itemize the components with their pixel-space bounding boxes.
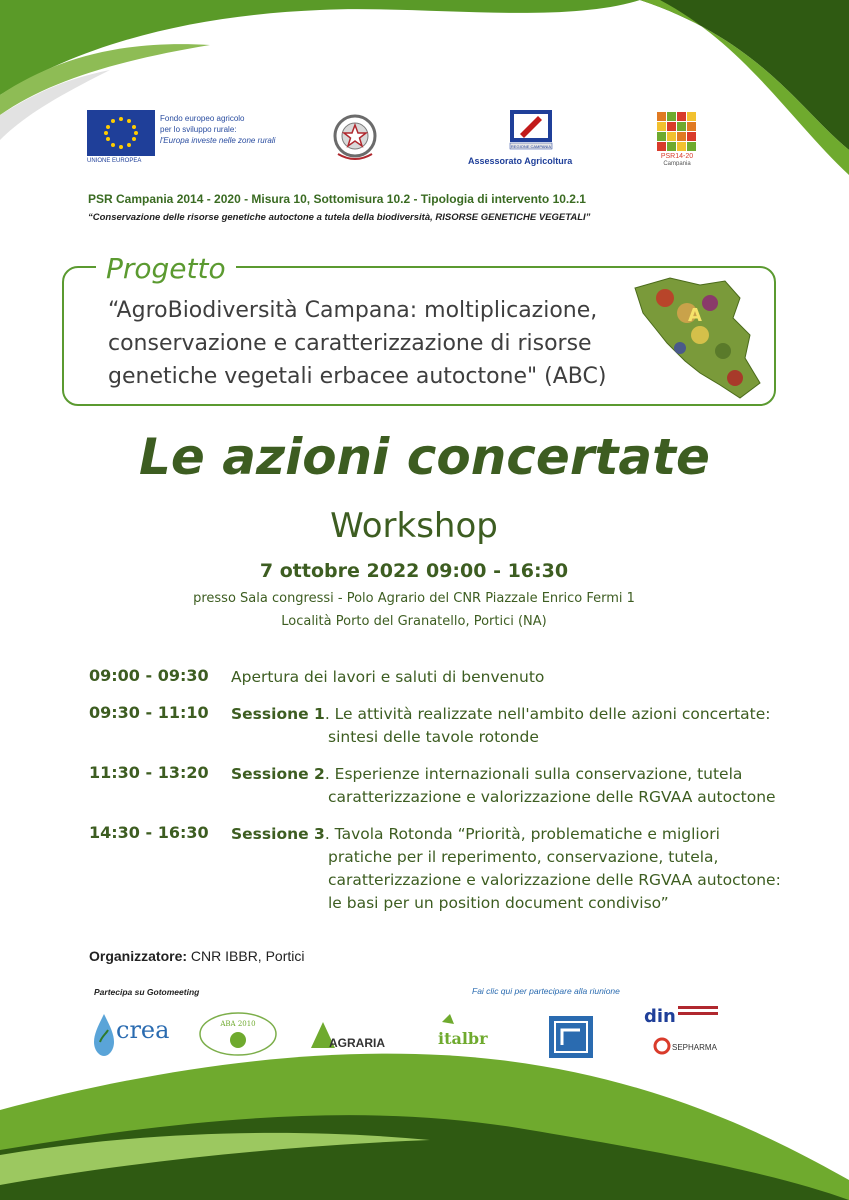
event-type: Workshop — [330, 506, 498, 546]
aba-logo — [198, 1010, 278, 1058]
eu-text-line: Fondo europeo agricolo — [160, 114, 245, 123]
event-venue-line2: Località Porto del Granatello, Portici (NA) — [281, 614, 547, 629]
agenda-text-cont: le basi per un position document condiviso” — [328, 894, 669, 912]
din-logo — [642, 1000, 732, 1058]
svg-text:A: A — [688, 305, 702, 326]
agenda-session: Sessione 3 — [231, 825, 325, 843]
cnr-logo — [548, 1015, 594, 1063]
agenda-time: 09:00 - 09:30 — [89, 666, 209, 685]
project-label: Progetto — [96, 252, 236, 285]
gotomeeting-link[interactable]: Partecipa su Gotomeeting — [94, 987, 200, 997]
program-line: PSR Campania 2014 - 2020 - Misura 10, Sottomisura 10.2 - Tipologia di intervento 10.2.1 — [88, 192, 586, 206]
agenda-text: . Tavola Rotonda “Priorità, problematiche e migliori — [324, 825, 720, 843]
aba-oval-icon — [198, 1010, 278, 1058]
agenda-time: 11:30 - 13:20 — [89, 763, 209, 782]
agenda-text: Apertura dei lavori e saluti di benvenuto — [231, 668, 545, 686]
psr-campania-logo — [655, 110, 699, 166]
regione-campania-logo — [508, 110, 554, 150]
din-icon — [642, 1000, 732, 1058]
agenda-session: Sessione 2 — [231, 765, 325, 783]
organizer — [89, 948, 304, 964]
crea-drop-icon — [92, 1012, 116, 1058]
psr-badge-text: PSR14-20 — [660, 153, 694, 160]
organizer-value: CNR IBBR, Portici — [190, 948, 305, 964]
agenda-row — [89, 703, 789, 749]
aba-text: ABA 2010 — [220, 1020, 256, 1028]
italbr-icon — [436, 1010, 494, 1058]
agenda-row — [89, 823, 789, 915]
organizer-label: Organizzatore: — [89, 948, 188, 964]
eu-text-line: l'Europa investe nelle zone rurali — [160, 136, 276, 145]
project-title-line: “AgroBiodiversità Campana: moltiplicazione, — [108, 298, 598, 323]
agenda-row — [89, 666, 789, 689]
event-datetime: 7 ottobre 2022 09:00 - 16:30 — [259, 560, 569, 582]
event-venue-line1: presso Sala congressi - Polo Agrario del CNR Piazzale Enrico Fermi 1 — [193, 591, 635, 606]
agenda-text: . Esperienze internazionali sulla conservazione, tutela — [324, 765, 743, 783]
italian-republic-emblem — [330, 110, 380, 166]
agenda-text-cont: sintesi delle tavole rotonde — [328, 728, 539, 746]
agraria-text: AGRARIA — [329, 1036, 385, 1050]
project-title — [108, 294, 628, 393]
program-subline: “Conservazione delle risorse genetiche autoctone a tutela della biodiversità, RISORSE GENETICHE VEGETALI” — [88, 212, 591, 223]
eu-fund-text — [160, 113, 275, 146]
agenda-session: Sessione 1 — [231, 705, 325, 723]
cnr-square-icon — [548, 1015, 594, 1059]
join-meeting-link[interactable]: Fai clic qui per partecipare alla riunione — [472, 986, 620, 996]
sepharma-text: SEPHARMA — [672, 1043, 717, 1052]
italbr-logo — [436, 1010, 494, 1058]
region-badge-text: REGIONE CAMPANIA — [510, 144, 552, 149]
psr-badge-sub: Campania — [663, 161, 691, 166]
event-title: Le azioni concertate — [139, 428, 710, 486]
italbr-text: italbr — [438, 1029, 488, 1048]
project-title-line: conservazione e caratterizzazione di risorse — [108, 331, 592, 356]
agenda-time: 09:30 - 11:10 — [89, 703, 209, 722]
assessorato-label: Assessorato Agricoltura — [468, 156, 573, 166]
project-title-line: genetiche vegetali erbacee autoctone" (ABC) — [108, 364, 607, 389]
eu-text-line: per lo sviluppo rurale: — [160, 125, 237, 134]
din-text: din — [644, 1006, 676, 1027]
agenda-text: . Le attività realizzate nell'ambito delle azioni concertate: — [324, 705, 771, 723]
agraria-icon — [307, 1010, 392, 1058]
crea-text: crea — [116, 1016, 170, 1044]
agenda-text-cont: caratterizzazione e valorizzazione delle RGVAA autoctone — [328, 788, 776, 806]
eu-flag-logo — [87, 110, 155, 156]
agraria-logo — [307, 1010, 392, 1058]
agenda — [89, 666, 789, 929]
agenda-row — [89, 763, 789, 809]
agenda-text-cont: pratiche per il reperimento, conservazione, tutela, — [328, 848, 719, 866]
eu-caption: UNIONE EUROPEA — [87, 158, 142, 164]
campania-map-illustration — [625, 273, 765, 403]
crea-logo — [92, 1010, 174, 1058]
agenda-text-cont: caratterizzazione e valorizzazione delle RGVAA autoctone: — [328, 871, 781, 889]
agenda-time: 14:30 - 16:30 — [89, 823, 209, 842]
